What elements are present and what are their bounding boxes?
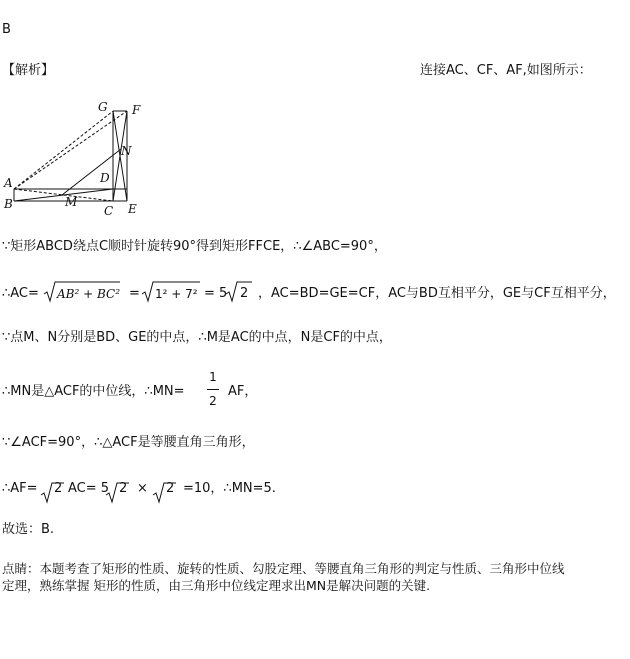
label-m: M xyxy=(65,195,78,209)
radicand-1: AB² + BC² xyxy=(57,287,121,301)
label-d: D xyxy=(100,171,110,185)
fraction-bar xyxy=(207,389,219,390)
line-af-mid: AC= 5 xyxy=(68,481,110,496)
line-rotation: ∵矩形ABCD绕点C顺时针旋转90°得到矩形FFCE，∴∠ABC=90°， xyxy=(2,239,387,254)
fraction-numerator: 1 xyxy=(209,370,217,384)
radicand-3: 2 xyxy=(240,286,249,301)
times-radicand: 2 xyxy=(166,481,175,496)
line-af-suffix: =10，∴MN=5. xyxy=(183,481,276,496)
line-ac-suffix: ，AC=BD=GE=CF，AC与BD互相平分，GE与CF互相平分， xyxy=(258,286,616,301)
line-isosceles: ∵∠ACF=90°，∴△ACF是等腰直角三角形， xyxy=(2,435,255,450)
conclusion-text: 故选：B. xyxy=(2,522,55,537)
af-radicand: 2 xyxy=(54,481,63,496)
label-a: A xyxy=(4,176,13,190)
equals-2: = 5 xyxy=(204,286,228,301)
line-midline-prefix: ∴MN是△ACF的中位线，∴MN= xyxy=(2,384,185,399)
equals-1: = xyxy=(129,286,140,301)
label-c: C xyxy=(104,204,114,218)
label-g: G xyxy=(98,100,108,114)
answer-label: B xyxy=(2,22,11,37)
line-af-prefix: ∴AF= xyxy=(2,481,38,496)
analysis-heading: 【解析】 xyxy=(2,63,55,78)
comment-line-1: 点睛：本题考查了矩形的性质、旋转的性质、勾股定理、等腰直角三角形的判定与性质、三角形中位线 xyxy=(2,561,565,576)
line-midline-suffix: AF， xyxy=(228,384,258,399)
ac-radicand: 2 xyxy=(119,481,128,496)
label-n: N xyxy=(121,144,132,158)
line-ac-prefix: ∴AC= xyxy=(2,286,39,301)
label-b: B xyxy=(4,197,13,211)
intro-text: 连接AC、CF、AF,如图所示： xyxy=(420,63,592,78)
radicand-2: 1² + 7² xyxy=(155,287,198,301)
label-f: F xyxy=(132,103,141,117)
comment-line-2: 定理，熟练掌握 矩形的性质，由三角形中位线定理求出MN是解决问题的关键. xyxy=(2,578,431,593)
line-midpoints: ∵点M、N分别是BD、GE的中点，∴M是AC的中点，N是CF的中点， xyxy=(2,330,392,345)
fraction-denominator: 2 xyxy=(209,394,217,408)
label-e: E xyxy=(128,202,137,216)
times-sign: × xyxy=(137,481,148,496)
